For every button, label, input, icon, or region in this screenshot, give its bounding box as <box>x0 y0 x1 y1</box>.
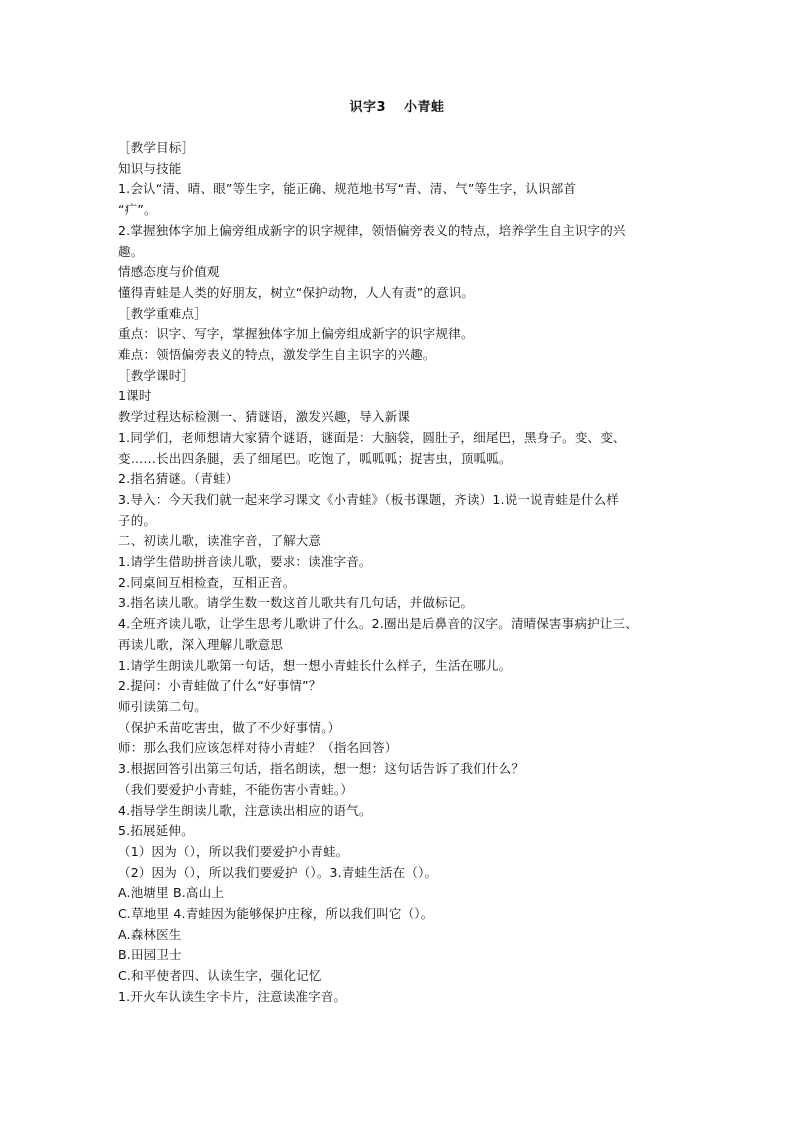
process-heading-1: 教学过程达标检测一、猜谜语，激发兴趣，导入新课 <box>118 409 411 425</box>
lesson-title-prefix: 识字3 <box>349 100 387 115</box>
process-step: 2.指名猜谜。（青蛙） <box>118 471 239 487</box>
process-step-cont: 子的。 <box>118 512 157 528</box>
process-heading-2: 二、初读儿歌，读准字音，了解大意 <box>118 533 322 549</box>
process-step: 1.开火车认读生字卡片，注意读准字音。 <box>118 988 347 1004</box>
section-heading-periods: ［教学课时］ <box>118 367 195 383</box>
process-step-cont: 变……长出四条腿，丢了细尾巴。吃饱了，呱呱呱；捉害虫，顶呱呱。 <box>118 450 512 466</box>
goal-item-2: 2.掌握独体字加上偏旁组成新字的识字规律，领悟偏旁表义的特点，培养学生自主识字的兴 <box>118 222 626 238</box>
goal-item-1: 1.会认“清、晴、眼”等生字，能正确、规范地书写“青、清、气”等生字，认识部首 <box>118 181 577 197</box>
process-step: 2.提问：小青蛙做了什么“好事情”？ <box>118 678 322 694</box>
lesson-title <box>0 98 794 118</box>
period-count: 1课时 <box>118 388 152 404</box>
goal-item-2-cont: 趣。 <box>118 243 144 259</box>
process-step: 1.同学们，老师想请大家猜个谜语，谜面是：大脑袋，圆肚子，细尾巴，黑身子。变、变、 <box>118 429 626 445</box>
process-step: （我们要爱护小青蛙，不能伤害小青蛙。） <box>118 781 354 797</box>
attitude-text: 懂得青蛙是人类的好朋友，树立“保护动物，人人有责”的意识。 <box>118 284 475 300</box>
process-step: 师：那么我们应该怎样对待小青蛙？（指名回答） <box>118 740 398 756</box>
key-point-text: 重点：识字、写字，掌握独体字加上偏旁组成新字的识字规律。 <box>118 326 474 342</box>
process-step: 1.请学生朗读儿歌第一句话，想一想小青蛙长什么样子，生活在哪儿。 <box>118 657 512 673</box>
process-step: 3.指名读儿歌。请学生数一数这首儿歌共有几句话，并做标记。 <box>118 595 474 611</box>
process-step: 4.指导学生朗读儿歌，注意读出相应的语气。 <box>118 802 372 818</box>
process-step: 4.全班齐读儿歌，让学生思考儿歌讲了什么。2.圈出是后鼻音的汉字。清晴保害事病护让三、 <box>118 616 638 632</box>
lesson-title-main: 小青蛙 <box>404 100 445 115</box>
subheading-attitude-values: 情感态度与价值观 <box>118 264 220 280</box>
section-heading-key-points: ［教学重难点］ <box>118 305 207 321</box>
exercise-option: C.和平使者四、认读生字，强化记忆 <box>118 968 322 984</box>
exercise-option: A.森林医生 <box>118 926 182 942</box>
process-step: 2.同桌间互相检查，互相正音。 <box>118 574 296 590</box>
process-step: 3.导入：今天我们就一起来学习课文《小青蛙》（板书课题，齐读）1.说一说青蛙是什么样 <box>118 491 620 507</box>
exercise-item: （2）因为（），所以我们要爱护（）。3.青蛙生活在（）。 <box>118 864 438 880</box>
subheading-knowledge-skills: 知识与技能 <box>118 160 182 176</box>
process-step: 3.根据回答引出第三句话，指名朗读，想一想：这句话告诉了我们什么？ <box>118 761 525 777</box>
exercise-option: B.田园卫士 <box>118 947 182 963</box>
process-step: 5.拓展延伸。 <box>118 823 194 839</box>
section-heading-goals: ［教学目标］ <box>118 140 195 155</box>
process-step: （保护禾苗吃害虫，做了不少好事情。） <box>118 719 341 735</box>
lesson-body <box>118 138 688 1008</box>
difficult-point-text: 难点：领悟偏旁表义的特点，激发学生自主识字的兴趣。 <box>118 347 436 363</box>
exercise-option: C.草地里 4.青蛙因为能够保护庄稼，所以我们叫它（）。 <box>118 906 434 922</box>
process-heading-3: 再读儿歌，深入理解儿歌意思 <box>118 636 284 652</box>
process-step: 1.请学生借助拼音读儿歌，要求：读准字音。 <box>118 554 372 570</box>
exercise-option: A.池塘里 B.高山上 <box>118 885 225 901</box>
process-step: 师引读第二句。 <box>118 698 207 714</box>
exercise-item: （1）因为（），所以我们要爱护小青蛙。 <box>118 843 349 859</box>
goal-item-1-cont: “疒”。 <box>118 202 157 218</box>
